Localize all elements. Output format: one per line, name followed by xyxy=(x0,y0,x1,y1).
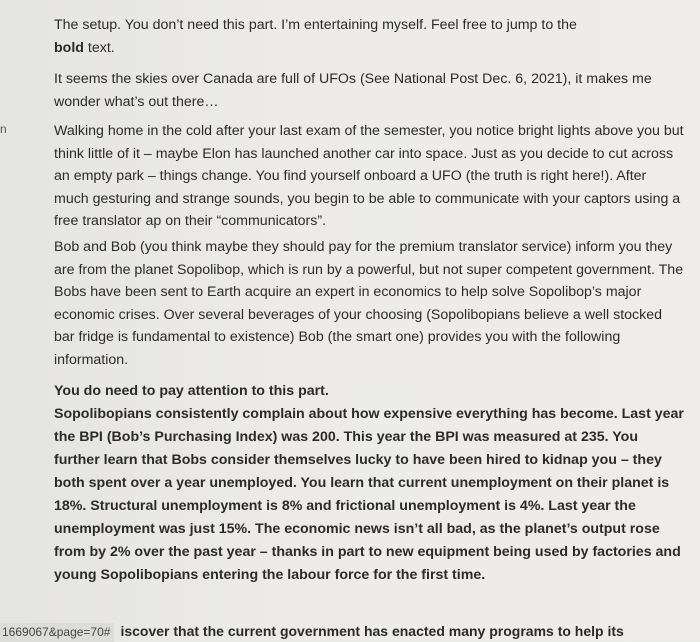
url-fragment-link[interactable]: 1669067&page=70# xyxy=(0,623,114,642)
intro-bold-word: bold xyxy=(54,39,84,56)
page-edge-mark: n xyxy=(0,122,7,136)
main-problem-paragraph: Sopolibopians consistently complain about how expensive everything has become. Last year the BPI (Bob’s Purchasing Index) was 200. This year the BPI was measured at 235. You further learn that Bobs consider themselves lucky to have been hired to kidnap you – they both spent over a year unemployed. You learn that current unemployment on their planet is 18%. Structural unemployment is 8% and frictional unemployment is 4%. Last year the unemployment was just 15%. The economic news isn’t all bad, as the planet’s output rose from by 2% over the past year – thanks in part to new equipment being used by factories and young Sopolibopians entering the labour force for the first time. xyxy=(54,406,684,583)
walking-paragraph: Walking home in the cold after your last exam of the semester, you notice bright lights above you but think little of it – maybe Elon has launched another car into space. Just as you decide to cut across an empty park – things change. You find yourself onboard a UFO (the truth is right here!). After much gesturing and strange sounds, you begin to be able to communicate with your captors using a free translator ap on their “communicators”. xyxy=(54,123,684,229)
ufos-paragraph: It seems the skies over Canada are full of UFOs (See National Post Dec. 6, 2021), it makes me wonder what’s out there… xyxy=(54,71,652,110)
intro-paragraph xyxy=(54,14,577,59)
intro-text: The setup. You don’t need this part. I’m entertaining myself. Feel free to jump to the xyxy=(54,17,577,33)
page-footer xyxy=(0,622,700,641)
intro-suffix: text. xyxy=(83,39,115,56)
footer-text: iscover that the current government has enacted many programs to help its xyxy=(120,623,624,639)
attention-heading: You do need to pay attention to this part. xyxy=(54,383,329,399)
bobs-paragraph: Bob and Bob (you think maybe they should pay for the premium translator service) inform you they are from the planet Sopolibop, which is run by a powerful, but not super competent government. The Bobs have been sent to Earth acquire an expert in economics to help solve Sopolibop’s major economic crises. Over several beverages of your choosing (Sopolibopians believe a well stocked bar fridge is fundamental to existence) Bob (the smart one) provides you with the following information. xyxy=(54,239,684,368)
